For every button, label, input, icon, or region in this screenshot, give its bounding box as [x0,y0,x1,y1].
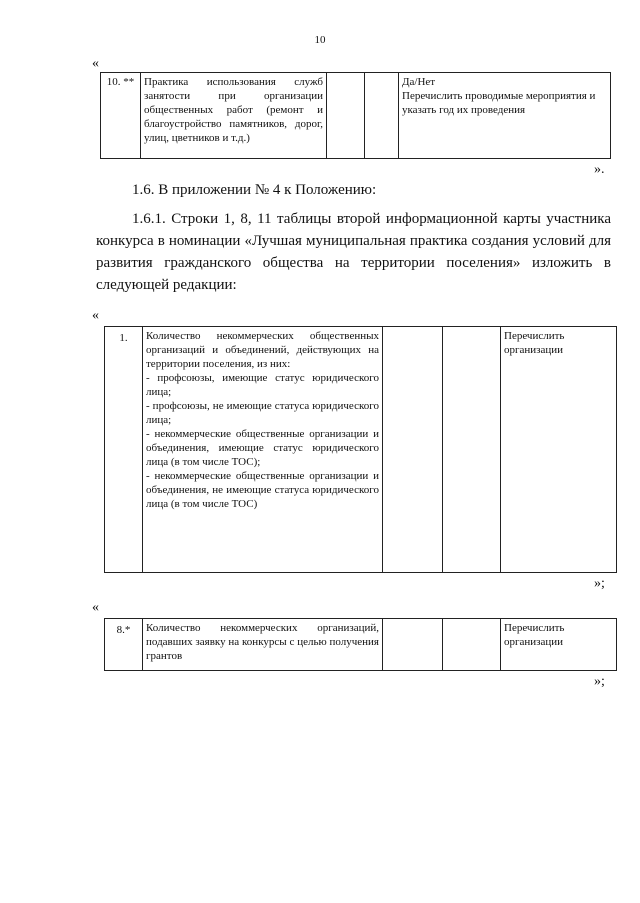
close-quote: ». [594,162,605,177]
empty-cell [383,619,443,671]
row-number: 1. [119,332,128,344]
criterion-cell [141,73,327,159]
list-item: - профсоюзы, имеющие статус юридического лица; [146,372,379,398]
criterion-lead: Количество некоммерческих общественных организаций и объединений, действующих на территории поселения, из них: [146,330,379,370]
table-row-10 [100,72,611,159]
empty-cell [443,327,501,573]
table-row-1 [104,326,617,573]
empty-cell [327,73,365,159]
list-item: - профсоюзы, не имеющие статуса юридического лица; [146,400,379,426]
answer-yes-no: Да/Нет [402,76,436,88]
answer-instruction: Перечислить организации [504,330,565,356]
criterion-text: Количество некоммерческих организаций, подавших заявку на конкурсы с целью получения грантов [146,622,379,662]
table-row-8 [104,618,617,671]
section-heading: 1.6. В приложении № 4 к Положению: [132,182,377,198]
empty-cell [365,73,399,159]
empty-cell [383,327,443,573]
row-number-cell [105,619,143,671]
criterion-text: Практика использования служб занятости при организации общественных работ (ремонт и благоустройство памятников, дорог, улиц, цветников и т.д.) [144,76,323,144]
answer-cell [399,73,611,159]
answer-instruction: Перечислить проводимые мероприятия и указать год их проведения [402,90,596,116]
criterion-cell [143,619,383,671]
list-item: - некоммерческие общественные организации и объединения, не имеющие статуса юридического лица (в том числе ТОС) [146,470,379,510]
open-quote: « [92,600,99,615]
paragraph-text: 1.6.1. Строки 1, 8, 11 таблицы второй информационной карты участника конкурса в номинации «Лучшая муниципальная практика создания условий для развития гражданского общества на территории поселения» изложить в следующей редакции: [96,211,611,293]
answer-instruction: Перечислить организации [504,622,565,648]
close-quote: »; [594,674,605,689]
close-quote: »; [594,576,605,591]
page-number: 10 [314,34,326,46]
criterion-cell [143,327,383,573]
row-number: 8.* [116,624,131,636]
row-number: 10. ** [106,76,135,88]
row-number-cell [105,327,143,573]
answer-cell [501,327,617,573]
open-quote: « [92,56,99,71]
open-quote: « [92,308,99,323]
list-item: - некоммерческие общественные организации и объединения, имеющие статус юридического лица (в том числе ТОС); [146,428,379,468]
empty-cell [443,619,501,671]
row-number-cell [101,73,141,159]
answer-cell [501,619,617,671]
